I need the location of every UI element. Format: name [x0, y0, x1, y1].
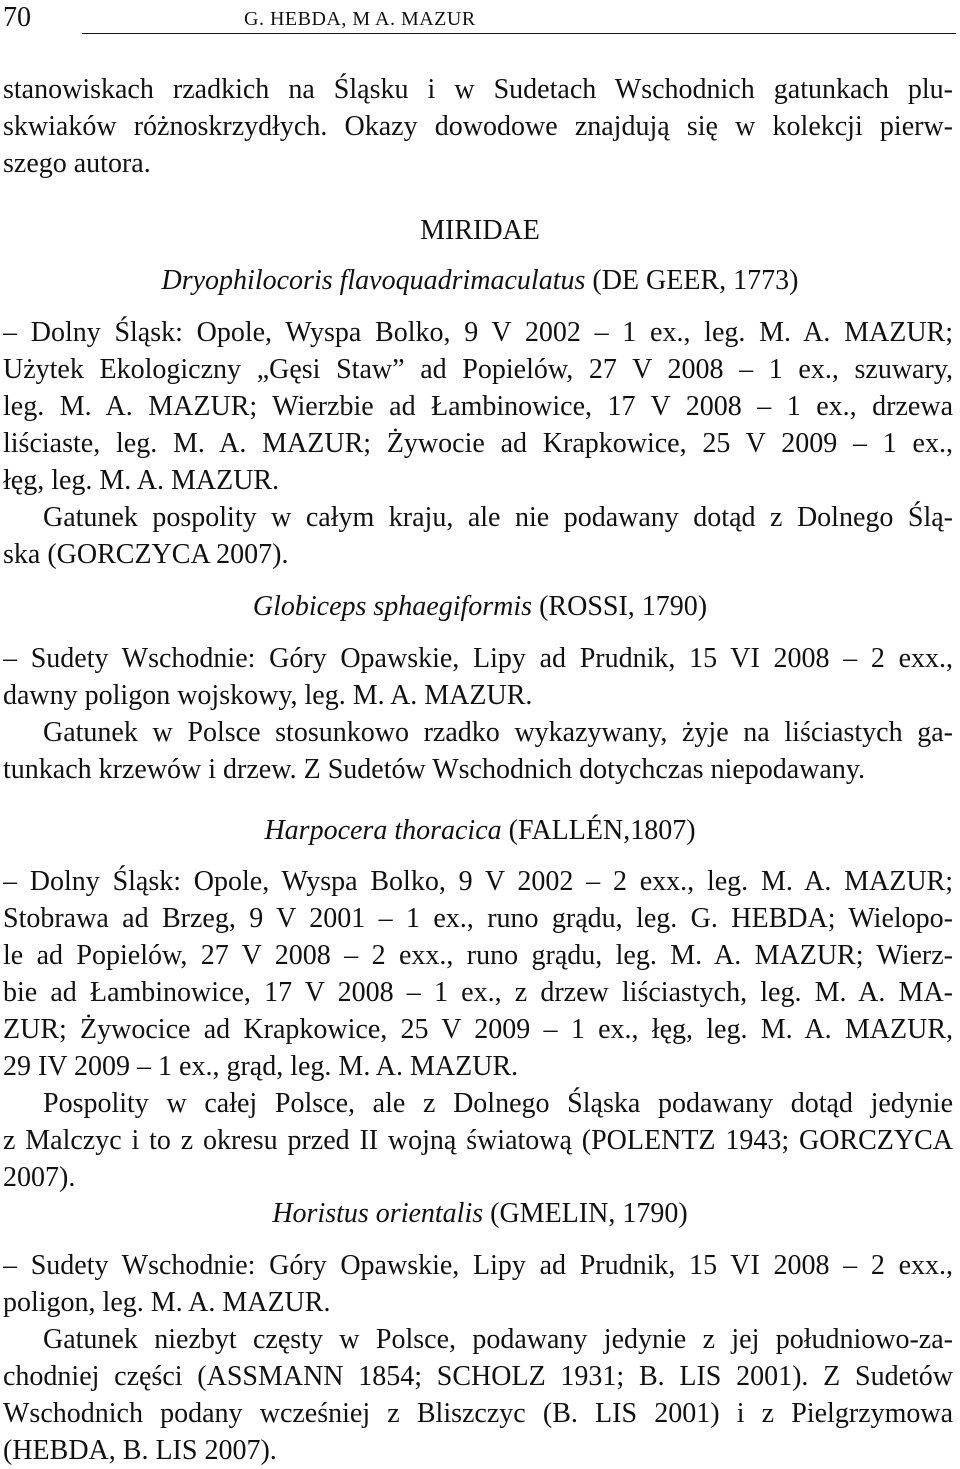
record-line: leg. M. A. MAZUR; Wierzbie ad Łambinowice, 17 V 2008 – 1 ex., drzewa: [3, 391, 953, 422]
comment-line: Gatunek pospolity w całym kraju, ale nie podawany dotąd z Dolnego Ślą-: [43, 502, 953, 533]
species-comment: [3, 714, 953, 788]
species-authority: (ROSSI, 1790): [539, 591, 708, 622]
page-number: 70: [3, 2, 31, 33]
record-line: le ad Popielów, 27 V 2008 – 2 exx., runo grądu, leg. M. A. MAZUR; Wierz-: [3, 940, 953, 971]
species-records: [3, 640, 953, 714]
record-line: poligon, leg. M. A. MAZUR.: [3, 1287, 331, 1318]
running-head: [0, 0, 960, 42]
species-comment: [3, 499, 953, 573]
running-title-authors: G. HEBDA, M A. MAZUR: [244, 8, 476, 30]
comment-line: Gatunek w Polsce stosunkowo rzadko wykazywany, żyje na liściastych ga-: [43, 717, 953, 748]
record-line: – Sudety Wschodnie: Góry Opawskie, Lipy ad Prudnik, 15 VI 2008 – 2 exx.,: [3, 1250, 953, 1281]
comment-line: tunkach krzewów i drzew. Z Sudetów Wschodnich dotychczas niepodawany.: [3, 754, 866, 785]
species-heading: [0, 1197, 960, 1231]
species-name: Globiceps sphaegiformis: [252, 591, 533, 622]
text-line: szego autora.: [3, 148, 151, 179]
text-line: skwiaków różnoskrzydłych. Okazy dowodowe znajdują się w kolekcji pierw-: [3, 111, 953, 142]
text-line: stanowiskach rzadkich na Śląsku i w Sudetach Wschodnich gatunkach plu-: [3, 74, 953, 105]
comment-line: Gatunek niezbyt częsty w Polsce, podawany jedynie z jej południowo-za-: [43, 1324, 953, 1355]
species-heading: [0, 590, 960, 624]
record-line: ZUR; Żywocice ad Krapkowice, 25 V 2009 – 1 ex., łęg, leg. M. A. MAZUR,: [3, 1014, 953, 1045]
record-line: dawny poligon wojskowy, leg. M. A. MAZUR.: [3, 680, 533, 711]
record-line: – Dolny Śląsk: Opole, Wyspa Bolko, 9 V 2002 – 1 ex., leg. M. A. MAZUR;: [3, 317, 953, 348]
comment-line: chodniej części (ASSMANN 1854; SCHOLZ 1931; B. LIS 2001). Z Sudetów: [3, 1361, 953, 1392]
species-authority: (GMELIN, 1790): [490, 1198, 688, 1229]
species-records: [3, 1247, 953, 1321]
comment-line: z Malczyc i to z okresu przed II wojną światową (POLENTZ 1943; GORCZYCA: [3, 1125, 953, 1156]
comment-line: (HEBDA, B. LIS 2007).: [3, 1435, 277, 1466]
record-line: 29 IV 2009 – 1 ex., grąd, leg. M. A. MAZUR.: [3, 1051, 519, 1082]
record-line: Użytek Ekologiczny „Gęsi Staw” ad Popielów, 27 V 2008 – 1 ex., szuwary,: [3, 354, 953, 385]
comment-line: ska (GORCZYCA 2007).: [3, 539, 289, 570]
species-records: [3, 863, 953, 1085]
species-records: [3, 314, 953, 499]
species-authority: (FALLÉN,1807): [508, 815, 696, 846]
record-line: bie ad Łambinowice, 17 V 2008 – 1 ex., z drzew liściastych, leg. M. A. MA-: [3, 977, 953, 1008]
species-comment: [3, 1085, 953, 1196]
species-name: Dryophilocoris flavoquadrimaculatus: [161, 265, 586, 296]
species-name: Horistus orientalis: [272, 1198, 484, 1229]
header-rule: [82, 33, 956, 34]
record-line: łęg, leg. M. A. MAZUR.: [3, 465, 280, 496]
intro-paragraph: [3, 71, 953, 182]
record-line: – Dolny Śląsk: Opole, Wyspa Bolko, 9 V 2002 – 2 exx., leg. M. A. MAZUR;: [3, 866, 953, 897]
record-line: liściaste, leg. M. A. MAZUR; Żywocie ad Krapkowice, 25 V 2009 – 1 ex.,: [3, 428, 953, 459]
species-heading: [0, 814, 960, 848]
species-comment: [3, 1321, 953, 1469]
species-heading: [0, 264, 960, 298]
comment-line: 2007).: [3, 1162, 76, 1193]
species-name: Harpocera thoracica: [264, 815, 502, 846]
comment-line: Wschodnich podany wcześniej z Bliszczyc (B. LIS 2001) i z Pielgrzymowa: [3, 1398, 953, 1429]
record-line: Stobrawa ad Brzeg, 9 V 2001 – 1 ex., runo grądu, leg. G. HEBDA; Wielopo-: [3, 903, 953, 934]
comment-line: Pospolity w całej Polsce, ale z Dolnego Śląska podawany dotąd jedynie: [43, 1088, 953, 1119]
species-authority: (DE GEER, 1773): [592, 265, 799, 296]
family-heading: MIRIDAE: [420, 215, 540, 246]
record-line: – Sudety Wschodnie: Góry Opawskie, Lipy ad Prudnik, 15 VI 2008 – 2 exx.,: [3, 643, 953, 674]
